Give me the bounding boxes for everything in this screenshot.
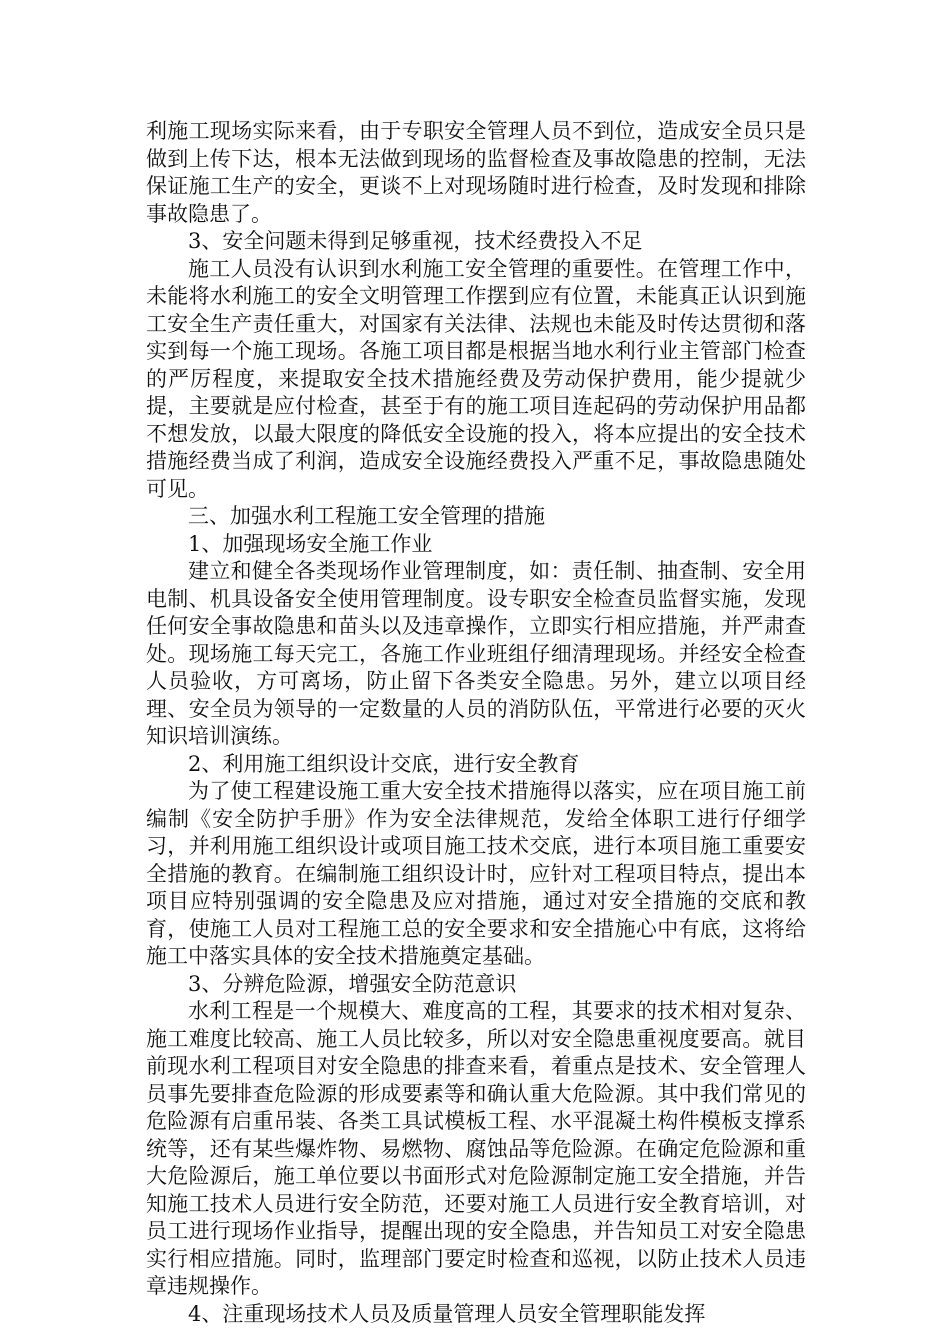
paragraph-site-operations: 建立和健全各类现场作业管理制度，如：责任制、抽查制、安全用电制、机具设备安全使用管理制度。设专职安全检查员监督实施，发现任何安全事故隐患和苗头以及违章操作，立即实行相应措施，并严肃查处。现场施工每天完工，各施工作业班组仔细清理现场。并经安全检查人员验收，方可离场，防止留下各类安全隐患。另外，建立以项目经理、安全员为领导的一定数量的人员的消防队伍，平常进行必要的灭火知识培训演练。 <box>146 559 806 748</box>
section-heading-1: 1、加强现场安全施工作业 <box>188 531 433 556</box>
paragraph-safety-education: 为了使工程建设施工重大安全技术措施得以落实，应在项目施工前编制《安全防护手册》作为安全法律规范，发给全体职工进行仔细学习，并利用施工组织设计或项目施工技术交底，进行本项目施工重要安全措施的教育。在编制施工组织设计时，应针对工程项目特点，提出本项目应特别强调的安全隐患及应对措施，通过对安全措施的交底和教育，使施工人员对工程施工总的安全要求和安全措施心中有底，这将给施工中落实具体的安全技术措施奠定基础。 <box>146 779 806 968</box>
paragraph-hazard-sources: 水利工程是一个规模大、难度高的工程，其要求的技术相对复杂、施工难度比较高、施工人员比较多，所以对安全隐患重视度要高。就目前现水利工程项目对安全隐患的排查来看，着重点是技术、安全管理人员事先要排查危险源的形成要素等和确认重大危险源。其中我们常见的危险源有启重吊装、各类工具试模板工程、水平混凝土构件模板支撑系统等，还有某些爆炸物、易燃物、腐蚀品等危险源。在确定危险源和重大危险源后，施工单位要以书面形式对危险源制定施工安全措施，并告知施工技术人员进行安全防范，还要对施工人员进行安全教育培训，对员工进行现场作业指导，提醒出现的安全隐患，并告知员工对安全隐患实行相应措施。同时，监理部门要定时检查和巡视，以防止技术人员违章违规操作。 <box>146 999 806 1298</box>
paragraph-continued: 利施工现场实际来看，由于专职安全管理人员不到位，造成安全员只是做到上传下达，根本无法做到现场的监督检查及事故隐患的控制，无法保证施工生产的安全，更谈不上对现场随时进行检查，及时发现和排除事故隐患了。 <box>146 119 806 226</box>
section-heading-4: 4、注重现场技术人员及质量管理人员安全管理职能发挥 <box>188 1301 706 1326</box>
paragraph-investment: 施工人员没有认识到水利施工安全管理的重要性。在管理工作中，未能将水利施工的安全文明管理工作摆到应有位置，未能真正认识到施工安全生产责任重大，对国家有关法律、法规也未能及时传达贯彻和落实到每一个施工现场。各施工项目都是根据当地水利行业主管部门检查的严厉程度，来提取安全技术措施经费及劳动保护费用，能少提就少提，主要就是应付检查，甚至于有的施工项目连起码的劳动保护用品都不想发放，以最大限度的降低安全设施的投入，将本应提出的安全技术措施经费当成了利润，造成安全设施经费投入严重不足，事故隐患随处可见。 <box>146 256 806 501</box>
document-page <box>146 118 806 1328</box>
section-heading-3: 3、安全问题未得到足够重视，技术经费投入不足 <box>188 229 643 253</box>
section-heading-2: 2、利用施工组织设计交底，进行安全教育 <box>188 751 580 776</box>
section-heading-3b: 3、分辨危险源，增强安全防范意识 <box>188 971 517 996</box>
chapter-heading-measures: 三、加强水利工程施工安全管理的措施 <box>188 504 545 528</box>
